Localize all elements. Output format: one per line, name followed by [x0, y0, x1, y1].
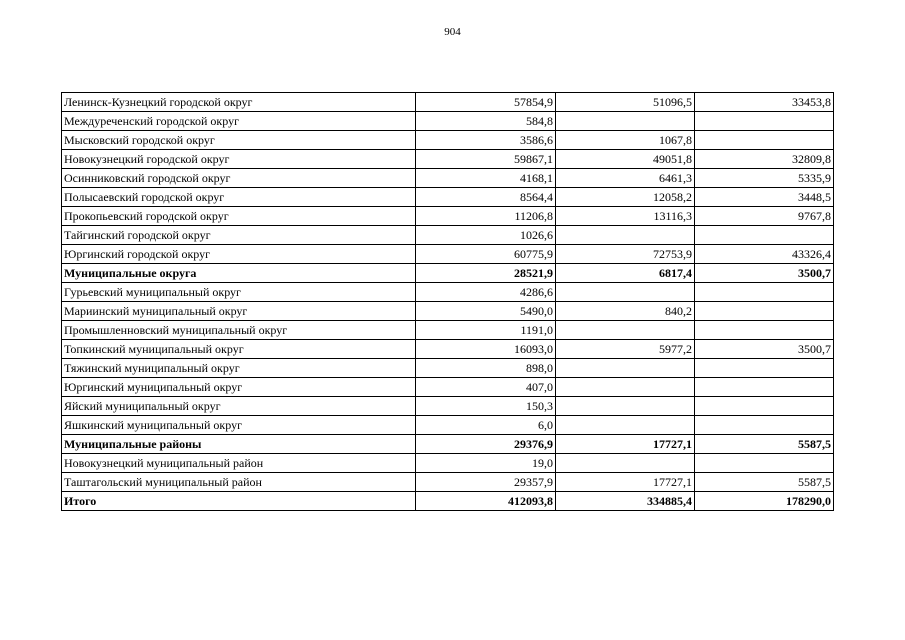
row-value-2-cell: 12058,2: [556, 188, 695, 207]
row-name-cell: Промышленновский муниципальный округ: [62, 321, 416, 340]
row-name-cell: Муниципальные районы: [62, 435, 416, 454]
row-value-3-cell: 5587,5: [695, 435, 834, 454]
row-name-cell: Юргинский муниципальный округ: [62, 378, 416, 397]
row-name-cell: Юргинский городской округ: [62, 245, 416, 264]
row-value-1-cell: 28521,9: [416, 264, 556, 283]
row-value-1-cell: 8564,4: [416, 188, 556, 207]
table-row-subtotal: [62, 264, 834, 283]
row-value-1-cell: 11206,8: [416, 207, 556, 226]
row-name-cell: Гурьевский муниципальный округ: [62, 283, 416, 302]
page-number: 904: [444, 26, 461, 38]
table-row: [62, 169, 834, 188]
row-name-cell: Ленинск-Кузнецкий городской округ: [62, 93, 416, 112]
table-row: [62, 188, 834, 207]
row-value-3-cell: [695, 131, 834, 150]
table-row: [62, 112, 834, 131]
row-name-cell: Итого: [62, 492, 416, 511]
row-value-1-cell: 29376,9: [416, 435, 556, 454]
table-row: [62, 207, 834, 226]
table-row: [62, 473, 834, 492]
table-row: [62, 226, 834, 245]
row-name-cell: Мариинский муниципальный округ: [62, 302, 416, 321]
table-row-subtotal: [62, 492, 834, 511]
row-value-2-cell: 49051,8: [556, 150, 695, 169]
row-value-3-cell: 3500,7: [695, 264, 834, 283]
row-name-cell: Таштагольский муниципальный район: [62, 473, 416, 492]
row-value-2-cell: 6461,3: [556, 169, 695, 188]
row-value-3-cell: [695, 416, 834, 435]
row-value-2-cell: 840,2: [556, 302, 695, 321]
row-value-1-cell: 4168,1: [416, 169, 556, 188]
row-value-1-cell: 584,8: [416, 112, 556, 131]
row-value-1-cell: 1026,6: [416, 226, 556, 245]
row-value-2-cell: 72753,9: [556, 245, 695, 264]
row-value-3-cell: [695, 112, 834, 131]
row-value-3-cell: 5587,5: [695, 473, 834, 492]
row-value-2-cell: [556, 321, 695, 340]
table-row: [62, 378, 834, 397]
table-row: [62, 359, 834, 378]
table-row: [62, 283, 834, 302]
table-row: [62, 340, 834, 359]
row-value-2-cell: [556, 359, 695, 378]
row-value-2-cell: [556, 226, 695, 245]
row-value-1-cell: 59867,1: [416, 150, 556, 169]
table-row: [62, 454, 834, 473]
table-row: [62, 321, 834, 340]
row-name-cell: Прокопьевский городской округ: [62, 207, 416, 226]
row-value-2-cell: [556, 416, 695, 435]
table-row: [62, 150, 834, 169]
row-value-2-cell: 17727,1: [556, 473, 695, 492]
row-value-3-cell: 33453,8: [695, 93, 834, 112]
row-name-cell: Муниципальные округа: [62, 264, 416, 283]
table-row-subtotal: [62, 435, 834, 454]
row-name-cell: Мысковский городской округ: [62, 131, 416, 150]
table-row: [62, 416, 834, 435]
row-value-1-cell: 57854,9: [416, 93, 556, 112]
row-name-cell: Топкинский муниципальный округ: [62, 340, 416, 359]
row-name-cell: Междуреченский городской округ: [62, 112, 416, 131]
row-value-3-cell: 3500,7: [695, 340, 834, 359]
table-row: [62, 131, 834, 150]
table-row: [62, 397, 834, 416]
row-value-2-cell: 13116,3: [556, 207, 695, 226]
row-name-cell: Тяжинский муниципальный округ: [62, 359, 416, 378]
row-value-1-cell: 3586,6: [416, 131, 556, 150]
row-value-2-cell: 17727,1: [556, 435, 695, 454]
table-row: [62, 302, 834, 321]
row-value-3-cell: [695, 302, 834, 321]
row-value-1-cell: 6,0: [416, 416, 556, 435]
table-body: [62, 93, 834, 511]
row-value-2-cell: [556, 283, 695, 302]
row-value-2-cell: 51096,5: [556, 93, 695, 112]
row-name-cell: Яйский муниципальный округ: [62, 397, 416, 416]
row-value-3-cell: [695, 378, 834, 397]
row-value-1-cell: 1191,0: [416, 321, 556, 340]
row-value-1-cell: 19,0: [416, 454, 556, 473]
row-value-2-cell: [556, 378, 695, 397]
row-name-cell: Новокузнецкий городской округ: [62, 150, 416, 169]
row-value-3-cell: 3448,5: [695, 188, 834, 207]
row-value-1-cell: 407,0: [416, 378, 556, 397]
row-value-3-cell: 9767,8: [695, 207, 834, 226]
row-value-3-cell: 43326,4: [695, 245, 834, 264]
row-value-1-cell: 898,0: [416, 359, 556, 378]
row-value-3-cell: [695, 397, 834, 416]
row-value-2-cell: [556, 397, 695, 416]
row-name-cell: Яшкинский муниципальный округ: [62, 416, 416, 435]
row-value-1-cell: 60775,9: [416, 245, 556, 264]
row-name-cell: Тайгинский городской округ: [62, 226, 416, 245]
row-value-2-cell: 5977,2: [556, 340, 695, 359]
row-value-2-cell: [556, 454, 695, 473]
row-name-cell: Полысаевский городской округ: [62, 188, 416, 207]
row-name-cell: Осинниковский городской округ: [62, 169, 416, 188]
row-value-3-cell: [695, 359, 834, 378]
row-value-3-cell: [695, 321, 834, 340]
row-value-3-cell: 5335,9: [695, 169, 834, 188]
row-value-2-cell: 6817,4: [556, 264, 695, 283]
row-value-3-cell: [695, 226, 834, 245]
row-value-1-cell: 412093,8: [416, 492, 556, 511]
table-row: [62, 93, 834, 112]
row-value-1-cell: 150,3: [416, 397, 556, 416]
row-value-1-cell: 16093,0: [416, 340, 556, 359]
row-value-3-cell: [695, 454, 834, 473]
row-value-1-cell: 29357,9: [416, 473, 556, 492]
row-value-3-cell: 32809,8: [695, 150, 834, 169]
row-value-2-cell: 1067,8: [556, 131, 695, 150]
table-row: [62, 245, 834, 264]
budget-table: [61, 92, 834, 511]
row-value-2-cell: [556, 112, 695, 131]
row-value-3-cell: 178290,0: [695, 492, 834, 511]
row-value-1-cell: 5490,0: [416, 302, 556, 321]
row-value-3-cell: [695, 283, 834, 302]
row-value-1-cell: 4286,6: [416, 283, 556, 302]
row-value-2-cell: 334885,4: [556, 492, 695, 511]
row-name-cell: Новокузнецкий муниципальный район: [62, 454, 416, 473]
